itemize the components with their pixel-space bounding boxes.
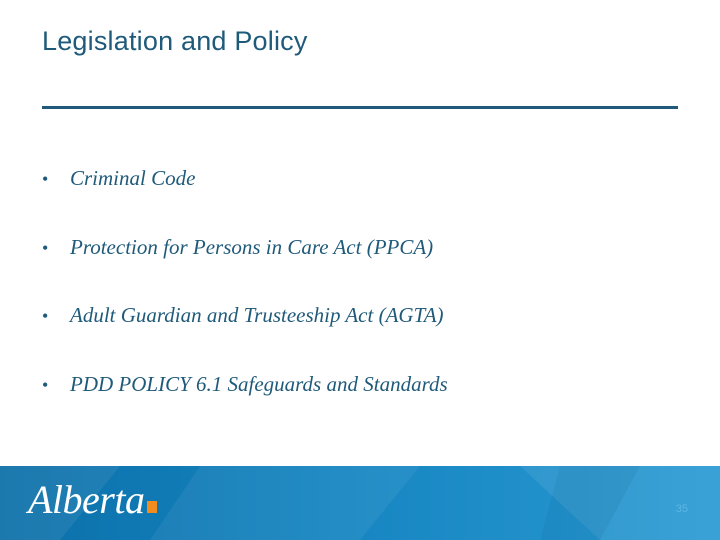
bullet-item — [42, 303, 448, 372]
bullet-icon: • — [42, 374, 49, 395]
bullet-item — [42, 372, 448, 441]
alberta-logo — [28, 476, 157, 523]
title-underline — [42, 106, 678, 109]
logo-wordmark: Alberta — [28, 477, 145, 522]
logo-accent-icon — [147, 501, 157, 513]
bullet-text: Criminal Code — [70, 166, 196, 190]
bullet-text: Protection for Persons in Care Act (PPCA) — [70, 234, 434, 259]
slide-title: Legislation and Policy — [42, 26, 308, 56]
page-number: 35 — [675, 503, 688, 515]
bullet-item — [42, 166, 448, 235]
bullet-icon: • — [42, 169, 49, 189]
bullet-item — [42, 235, 448, 304]
bullet-text: Adult Guardian and Trusteeship Act (AGTA) — [70, 303, 444, 327]
bullet-text: PDD POLICY 6.1 Safeguards and Standards — [70, 371, 448, 396]
bullet-list — [42, 166, 448, 440]
bullet-icon: • — [42, 237, 49, 258]
bullet-icon: • — [42, 306, 49, 326]
